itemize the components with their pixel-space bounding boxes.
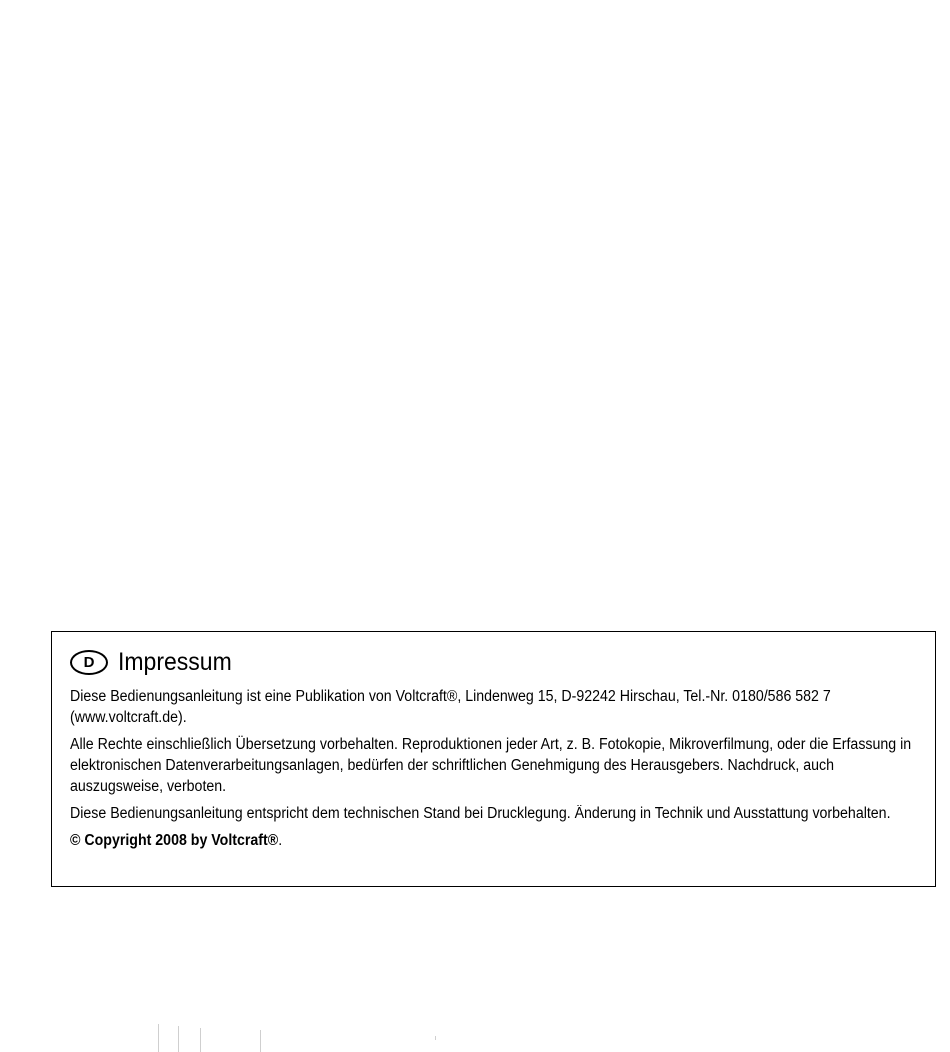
language-badge-icon: D	[70, 650, 108, 675]
copyright-line	[70, 830, 845, 851]
scan-artifact-mark	[435, 1036, 436, 1040]
scan-artifact-mark	[260, 1030, 261, 1052]
scan-artifact-mark	[200, 1028, 201, 1052]
impressum-box	[51, 631, 936, 887]
copyright-period: .	[278, 832, 283, 849]
publication-paragraph: Diese Bedienungsanleitung ist eine Publikation von Voltcraft®, Lindenweg 15, D-92242 Hirschau, Tel.-Nr. 0180/586 582 7 (www.voltcraft.de).	[70, 688, 831, 726]
copyright-text: © Copyright 2008 by Voltcraft®	[70, 832, 279, 849]
impressum-heading	[70, 646, 917, 678]
scan-artifact-mark	[158, 1024, 159, 1052]
scan-artifact-mark	[178, 1026, 179, 1052]
impressum-title: Impressum	[118, 647, 232, 676]
rights-paragraph: Alle Rechte einschließlich Übersetzung vorbehalten. Reproduktionen jeder Art, z. B. Fotokopie, Mikroverfilmung, oder die Erfassung in elektronischen Datenverarbeitungsanlagen, bedürfen der schriftlichen Genehmigung des Herausgebers. Nachdruck, auch auszugsweise, verboten.	[70, 736, 912, 795]
technical-status-paragraph: Diese Bedienungsanleitung entspricht dem technischen Stand bei Drucklegung. Änderung in Technik und Ausstattung vorbehalten.	[70, 805, 891, 822]
